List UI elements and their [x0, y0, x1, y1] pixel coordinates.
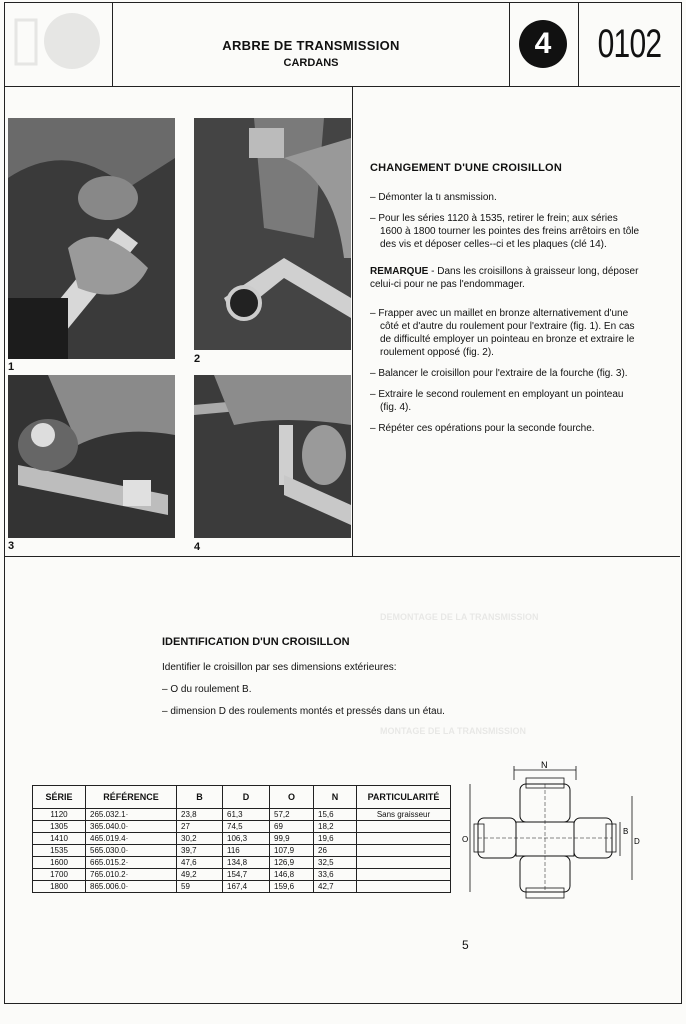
table-row [33, 857, 451, 869]
page-code: 0102 [597, 21, 662, 66]
table-cell: 1700 [33, 869, 86, 881]
identification-line: – dimension D des roulements montés et pressés dans un étau. [162, 706, 445, 717]
table-cell: 15,6 [314, 809, 357, 821]
table-body [33, 809, 451, 893]
figure-2-photo [194, 118, 351, 350]
table-cell: 69 [270, 821, 314, 833]
dimension-o-label: O [462, 835, 469, 844]
table-cell: 765.010.2· [86, 869, 177, 881]
table-cell: 1800 [33, 881, 86, 893]
title-box [112, 2, 510, 86]
table-cell [357, 845, 451, 857]
table-cell: 107,9 [270, 845, 314, 857]
table-cell: 57,2 [270, 809, 314, 821]
instruction-step: – Démonter la tı ansmission. [370, 192, 497, 203]
column-header: PARTICULARITÉ [357, 786, 451, 809]
dimension-n-label: N [541, 760, 548, 770]
table-row [33, 821, 451, 833]
table-cell: 30,2 [177, 833, 223, 845]
table-cell: 167,4 [223, 881, 270, 893]
page-header [4, 2, 680, 87]
table-cell: 565.030.0· [86, 845, 177, 857]
chapter-badge: 4 [519, 20, 567, 68]
table-cell [357, 857, 451, 869]
page-number: 5 [462, 938, 469, 952]
instruction-step: – Frapper avec un maillet en bronze alternativement d'une côté et d'autre du roulement pour l'extraire (fig. 1). En cas de difficulté employer un pointeau en bronze et extraire le roulement opposé (fig. 2). [370, 308, 635, 358]
table-cell: 47,6 [177, 857, 223, 869]
table-cell: 1305 [33, 821, 86, 833]
table-cell: 27 [177, 821, 223, 833]
figure-3-photo [8, 375, 175, 538]
figure-1-image [8, 118, 175, 359]
table-cell: 49,2 [177, 869, 223, 881]
instructions-section [370, 162, 640, 443]
table-cell: 1600 [33, 857, 86, 869]
table-cell: 39,7 [177, 845, 223, 857]
dimension-d-label: D [634, 837, 640, 846]
instruction-step: – Répéter ces opérations pour la seconde fourche. [370, 423, 595, 434]
instruction-step: – Pour les séries 1120 à 1535, retirer le frein; aux séries 1600 à 1800 tourner les pointes des freins arrêtoirs en tôle des vis et déposer celles--ci et les plaques (clé 14). [370, 213, 640, 250]
table-cell: 99,9 [270, 833, 314, 845]
table-cell: 26 [314, 845, 357, 857]
table-cell: 1535 [33, 845, 86, 857]
page-code-box [579, 2, 680, 86]
table-header-row [33, 786, 451, 809]
table-cell: 134,8 [223, 857, 270, 869]
table-row [33, 845, 451, 857]
table-cell: 865.006.0· [86, 881, 177, 893]
table-cell [357, 821, 451, 833]
table-cell: 33,6 [314, 869, 357, 881]
column-header: B [177, 786, 223, 809]
table-cell: 19,6 [314, 833, 357, 845]
column-header: RÉFÉRENCE [86, 786, 177, 809]
cross-diagram [460, 756, 640, 906]
section-divider [4, 556, 680, 557]
dimension-b-label: B [623, 827, 629, 836]
table-cell: 23,8 [177, 809, 223, 821]
page-title: ARBRE DE TRANSMISSION [222, 38, 400, 53]
table-cell: 59 [177, 881, 223, 893]
identification-line: Identifier le croisillon par ses dimensions extérieures: [162, 662, 397, 673]
table-row [33, 881, 451, 893]
identification-line: – O du roulement B. [162, 684, 252, 695]
page-subtitle: CARDANS [283, 57, 339, 69]
table-cell: 1410 [33, 833, 86, 845]
figure-4-photo [194, 375, 351, 538]
table-cell: 116 [223, 845, 270, 857]
figure-3-image [8, 375, 175, 538]
table-cell: 365.040.0· [86, 821, 177, 833]
photo-grid [8, 115, 354, 553]
section-heading: CHANGEMENT D'UNE CROISILLON [370, 162, 562, 174]
figure-2-image [194, 118, 351, 350]
remark [370, 265, 640, 291]
column-header: D [223, 786, 270, 809]
table-row [33, 833, 451, 845]
column-header: O [270, 786, 314, 809]
bleed-through-text: MONTAGE DE LA TRANSMISSION [380, 726, 526, 736]
figure-4-image [194, 375, 351, 538]
table-cell: 106,3 [223, 833, 270, 845]
table-cell: 32,5 [314, 857, 357, 869]
table-cell: 18,2 [314, 821, 357, 833]
table-cell: 146,8 [270, 869, 314, 881]
figure-1-label: 1 [8, 361, 15, 373]
table-cell: 74,5 [223, 821, 270, 833]
column-header: N [314, 786, 357, 809]
bleed-through-text: DEMONTAGE DE LA TRANSMISSION [380, 612, 539, 622]
instruction-step: – Balancer le croisillon pour l'extraire de la fourche (fig. 3). [370, 368, 628, 379]
dimensions-table [32, 785, 451, 893]
table-cell [357, 833, 451, 845]
chapter-badge-box [508, 2, 579, 86]
table-cell: 159,6 [270, 881, 314, 893]
table-row [33, 809, 451, 821]
table-cell: 665.015.2· [86, 857, 177, 869]
table-cell [357, 869, 451, 881]
table-cell [357, 881, 451, 893]
table-cell: 265.032.1· [86, 809, 177, 821]
figure-4-label: 4 [194, 541, 201, 553]
identification-section [162, 636, 562, 727]
section-heading: IDENTIFICATION D'UN CROISILLON [162, 636, 350, 648]
remark-text: - Dans les croisillons à graisseur long, déposer celui-ci pour ne pas l'endommager. [370, 266, 639, 290]
table-cell: 126,9 [270, 857, 314, 869]
table-cell: 42,7 [314, 881, 357, 893]
table-row [33, 869, 451, 881]
figure-1-photo [8, 118, 175, 359]
table-cell: Sans graisseur [357, 809, 451, 821]
figure-2-label: 2 [194, 353, 201, 365]
table-cell: 465.019.4· [86, 833, 177, 845]
column-header: SÉRIE [33, 786, 86, 809]
table-cell: 154,7 [223, 869, 270, 881]
remark-label: REMARQUE [370, 266, 429, 277]
table-cell: 61,3 [223, 809, 270, 821]
table-cell: 1120 [33, 809, 86, 821]
figure-3-label: 3 [8, 540, 15, 552]
instruction-step: – Extraire le second roulement en employant un pointeau (fig. 4). [370, 389, 624, 413]
